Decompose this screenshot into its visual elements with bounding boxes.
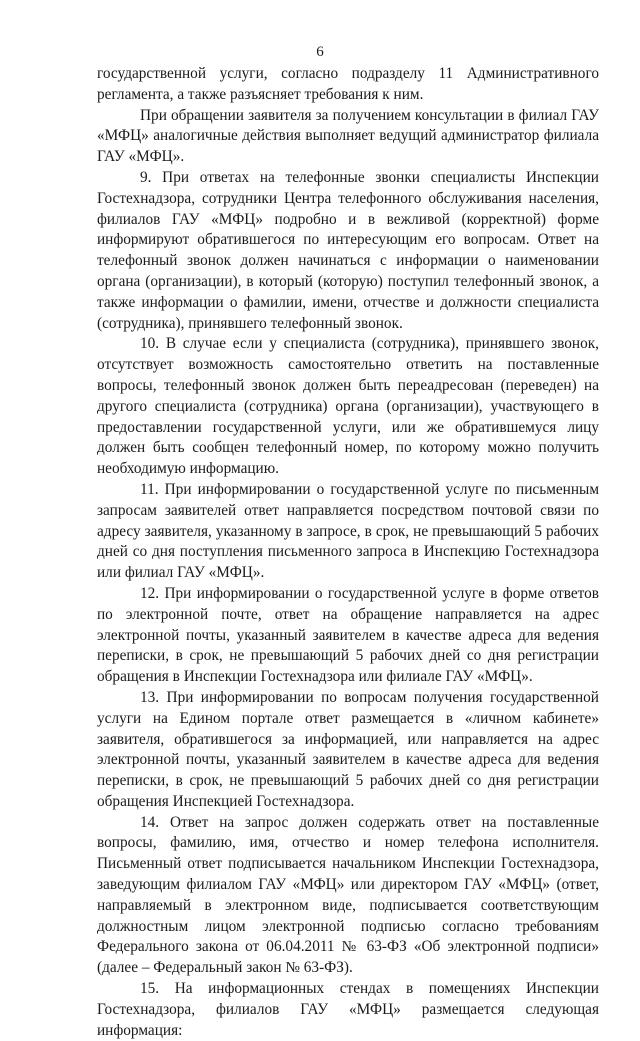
paragraph-item-11: 11. При информировании о государственной услуге по письменным запросам заявителей ответ направляется посредством почтовой связи по адресу заявителя, указанному в запросе, в срок, не превышающий 5 рабочих дней со дня поступления письменного запроса в Инспекцию Гостехнадзора или филиал ГАУ «МФЦ».: [97, 480, 599, 582]
paragraph-consultation-filial: При обращении заявителя за получением консультации в филиал ГАУ «МФЦ» аналогичные действия выполняет ведущий администратор филиала ГАУ «МФЦ».: [97, 106, 599, 166]
paragraph-item-15: 15. На информационных стендах в помещениях Инспекции Гостехнадзора, филиалов ГАУ «МФЦ» размещается следующая информация:: [97, 980, 599, 1039]
paragraph-item-13: 13. При информировании по вопросам получения государственной услуги на Едином портале ответ размещается в «личном кабинете» заявителя, обратившегося за информацией, или направляется на адрес электронной почты, указанный заявителем в качестве адреса для ведения переписки, в срок, не превышающий 5 рабочих дней со дня регистрации обращения Инспекцией Гостехнадзора.: [97, 688, 599, 810]
document-body: [97, 64, 599, 1041]
paragraph-item-14: 14. Ответ на запрос должен содержать ответ на поставленные вопросы, фамилию, имя, отчество и номер телефона исполнителя. Письменный ответ подписывается начальником Инспекции Гостехнадзора, заведующим филиалом ГАУ «МФЦ» или директором ГАУ «МФЦ» (ответ, направляемый в электронном виде, подписывается соответствующим должностным лицом электронной подписью согласно требованиям Федерального закона от 06.04.2011 № 63-ФЗ «Об электронной подписи» (далее – Федеральный закон № 63-ФЗ).: [97, 813, 599, 977]
page-number: 6: [316, 44, 324, 60]
paragraph-continuation: государственной услуги, согласно подразделу 11 Административного регламента, а также разъясняет требования к ним.: [97, 65, 599, 103]
paragraph-item-10: 10. В случае если у специалиста (сотрудника), принявшего звонок, отсутствует возможность самостоятельно ответить на поставленные вопросы, телефонный звонок должен быть переадресован (переведен) на другого специалиста (сотрудника) органа (организации), участвующего в предоставлении государственной услуги, или же обратившемуся лицу должен быть сообщен телефонный номер, по которому можно получить необходимую информацию.: [97, 335, 599, 478]
paragraph-item-12: 12. При информировании о государственной услуге в форме ответов по электронной почте, ответ на обращение направляется на адрес электронной почты, указанный заявителем в качестве адреса для ведения переписки, в срок, не превышающий 5 рабочих дней со дня регистрации обращения в Инспекции Гостехнадзора или филиале ГАУ «МФЦ».: [97, 584, 599, 686]
paragraph-item-9: 9. При ответах на телефонные звонки специалисты Инспекции Гостехнадзора, сотрудники Центра телефонного обслуживания населения, филиалов ГАУ «МФЦ» подробно и в вежливой (корректной) форме информируют обратившегося по интересующим его вопросам. Ответ на телефонный звонок должен начинаться с информации о наименовании органа (организации), в который (которую) поступил телефонный звонок, а также информации о фамилии, имени, отчестве и должности специалиста (сотрудника), принявшего телефонный звонок.: [97, 168, 599, 332]
